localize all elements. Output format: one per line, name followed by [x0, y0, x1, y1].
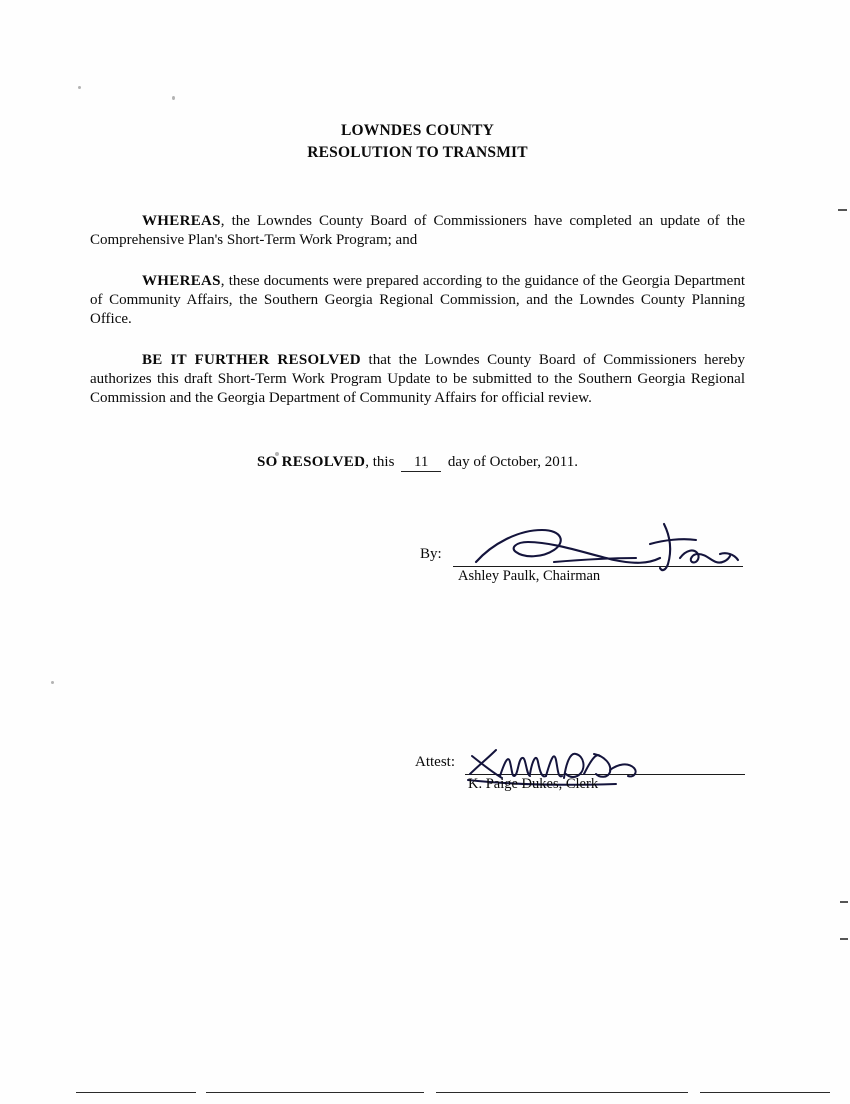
paragraph-text-3: that the Lowndes County Board of Commissioners hereby authorizes this draft Short-Term Work Program Update to be submitted to the Southern Georgia Regional Commission and the Georgia Department of Community Affairs for official review.	[90, 352, 745, 407]
so-resolved-after-day: day of October, 2011.	[444, 454, 578, 471]
paragraph-text-2: , these documents were prepared according to the guidance of the Georgia Department of Community Affairs, the Southern Georgia Regional Commission, and the Lowndes County Planning Office.	[90, 273, 745, 328]
day-field[interactable]: 11	[401, 455, 441, 472]
title-line-2: RESOLUTION TO TRANSMIT	[307, 144, 528, 161]
scan-border-segment	[700, 1092, 830, 1093]
so-resolved-lead: SO RESOLVED	[257, 454, 366, 471]
signature-name-chairman: Ashley Paulk, Chairman	[458, 568, 601, 585]
title-line-1: LOWNDES COUNTY	[340, 122, 495, 139]
scan-border-segment	[206, 1092, 424, 1093]
paragraph-text-1: , the Lowndes County Board of Commissioners have completed an update of the Comprehensive Plan's Short-Term Work Program; and	[90, 213, 745, 249]
so-resolved-before-day: , this	[365, 454, 399, 471]
paragraph-lead-3: BE IT FURTHER RESOLVED	[142, 352, 361, 369]
paragraph-lead-2: WHEREAS	[142, 273, 221, 290]
signature-label-by: By:	[420, 546, 442, 563]
signature-label-attest: Attest:	[415, 754, 455, 771]
paragraph-lead-1: WHEREAS	[142, 213, 221, 229]
scan-border-segment	[76, 1092, 196, 1093]
signature-name-clerk: K. Paige Dukes, Clerk	[468, 776, 599, 793]
scan-border-segment	[436, 1092, 688, 1093]
